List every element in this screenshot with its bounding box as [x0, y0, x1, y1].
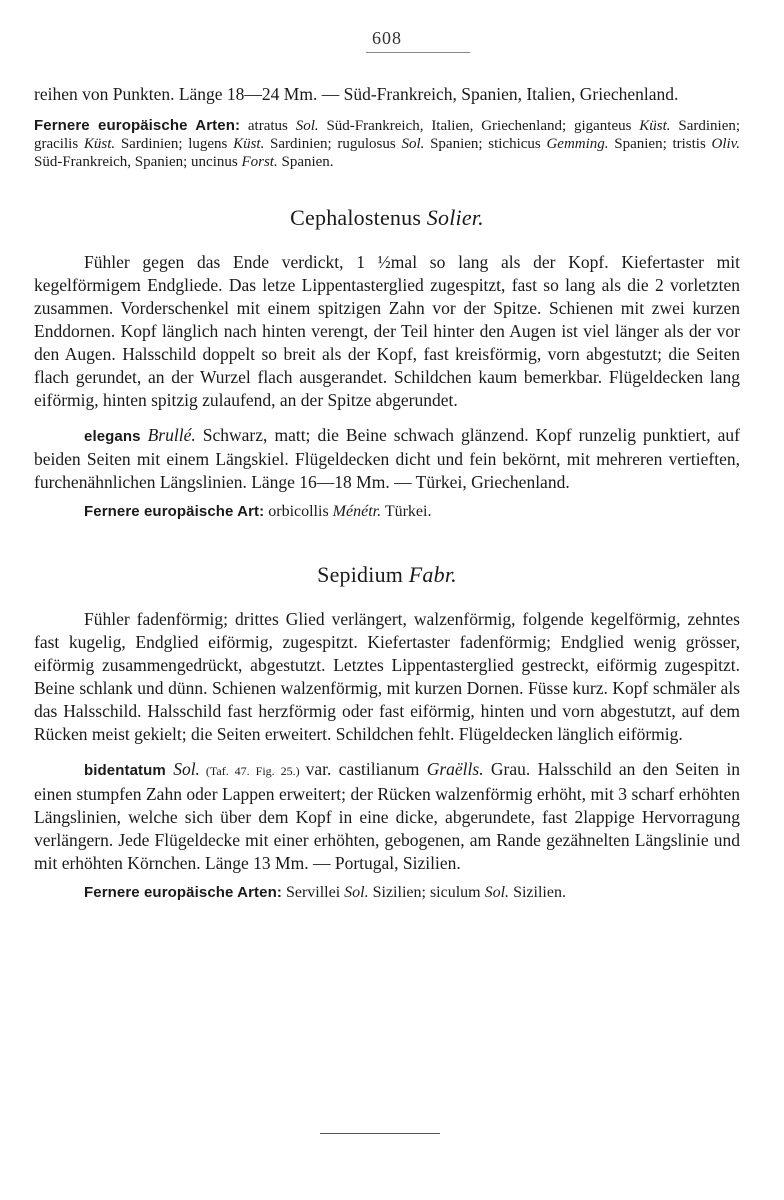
genus-description-sepidium: Fühler fadenförmig; drittes Glied verlängert, walzenförmig, folgende kegelförmig, zehntes fast kugelig, Endglied eiförmig, zugespitzt. Kiefertaster fadenförmig; Endglied wenig grösser, eiförmig zusammengedrückt, abgestutzt. Letztes Lippentasterglied gestreckt, eiförmig zugespitzt. Beine schlank und dünn. Schienen walzenförmig, mit kurzen Dornen. Füsse kurz. Kopf schmäler als das Halsschild. Halsschild fast herzförmig oder fast eiförmig, hinten und vorn abgestutzt, auf dem Rücken meist gekielt; die Seiten erweitert. Schildchen fehlt. Flügeldecken länglich eiförmig. — [34, 609, 740, 744]
document-page — [34, 0, 740, 1200]
end-rule — [320, 1133, 440, 1134]
header-rule — [366, 52, 470, 53]
further-species-cephalostenus: Fernere europäische Art: orbicollis Ménétr. Türkei. — [84, 503, 432, 520]
further-species-sepidium: Fernere europäische Arten: Servillei Sol. Sizilien; siculum Sol. Sizilien. — [84, 884, 566, 901]
further-species-list: Fernere europäische Arten: atratus Sol. Süd-Frankreich, Italien, Griechenland; giganteus Küst. Sardinien; gracilis Küst. Sardinien; lugens Küst. Sardinien; rugulosus Sol. Spanien; stichicus Gemming. Spanien; tristis Oliv. Süd-Frankreich, Spanien; uncinus Forst. Spanien. — [34, 117, 741, 170]
continuation-paragraph: reihen von Punkten. Länge 18—24 Mm. — Süd-Frankreich, Spanien, Italien, Griechenland. — [34, 84, 679, 104]
genus-heading-sepidium: Sepidium Fabr. — [317, 562, 457, 587]
species-entry-bidentatum: bidentatum Sol. (Taf. 47. Fig. 25.) var. castilianum Graëlls. Grau. Halsschild an den Seiten in einen stumpfen Zahn oder Lappen erweitert; der Rücken walzenförmig erhöht, mit 3 scharf erhöhten Längslinien, welche sich über dem Kopf in eine dicke, abgerundete, fast 2lappige Hervorragung verlängern. Jede Flügeldecke mit einer erhöhten, gebogenen, am Rande gezähnelten Längslinie und mit erhöhten Körnchen. Länge 13 Mm. — Portugal, Sizilien. — [34, 759, 740, 873]
page-content — [34, 82, 740, 903]
species-entry-elegans: elegans Brullé. Schwarz, matt; die Beine schwach glänzend. Kopf runzelig punktiert, auf beiden Seiten mit einem Längskiel. Flügeldecken dicht und fein bekörnt, mit mehreren vertieften, furchenähnlichen Längslinien. Länge 16—18 Mm. — Türkei, Griechenland. — [34, 425, 740, 492]
page-number: 608 — [372, 28, 402, 48]
genus-heading-cephalostenus: Cephalostenus Solier. — [290, 205, 484, 230]
genus-description-cephalostenus: Fühler gegen das Ende verdickt, 1 ½mal so lang als der Kopf. Kiefertaster mit kegelförmigem Endgliede. Das letze Lippentasterglied zugespitzt, fast so lang als die 2 vorletzten zusammen. Vorderschenkel mit einem spitzigen Zahn vor der Spitze. Schienen mit zwei kurzen Enddornen. Kopf länglich nach hinten verengt, der Teil hinter den Augen ist viel länger als der vor den Augen. Halsschild doppelt so breit als der Kopf, fast kreisförmig, vorn abgestutzt; die Seiten flach gerundet, an der Wurzel flach ausgerandet. Schildchen kaum bemerkbar. Flügeldecken lang eiförmig, hinten spitzig zulaufend, an der Spitze abgerundet. — [34, 252, 740, 410]
